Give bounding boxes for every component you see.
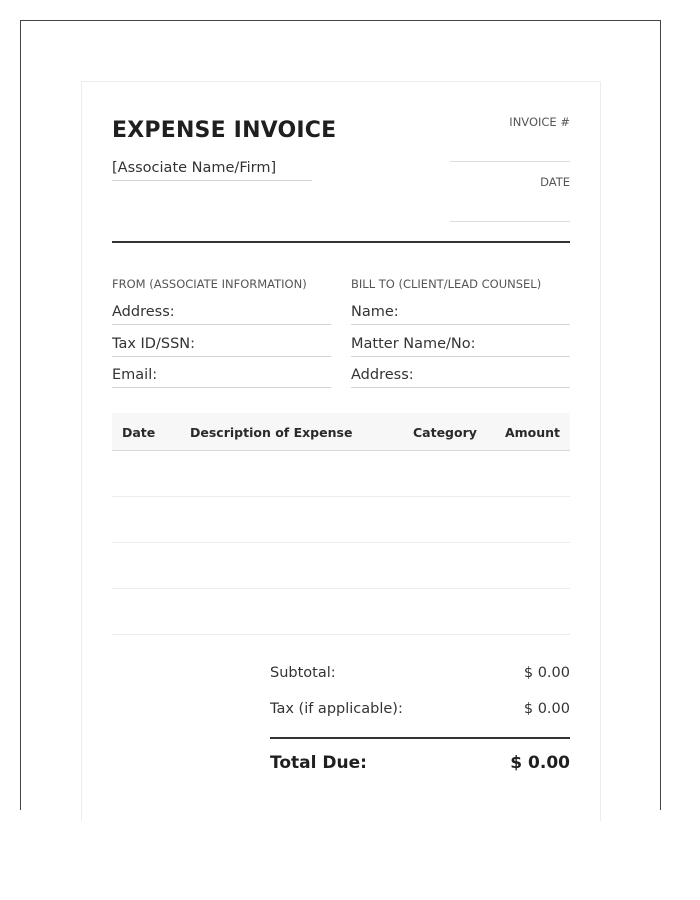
from-address-field[interactable]: Address: <box>112 303 331 325</box>
subtotal-label: Subtotal: <box>270 665 336 681</box>
tax-value: $ 0.00 <box>523 701 570 717</box>
table-row[interactable] <box>112 542 570 543</box>
date-field[interactable] <box>450 221 570 222</box>
associate-firm-field[interactable]: [Associate Name/Firm] <box>112 160 312 181</box>
column-description: Description of Expense <box>190 425 353 440</box>
totals-divider <box>270 737 570 739</box>
bill-to-address-field[interactable]: Address: <box>351 366 570 388</box>
invoice-number-field[interactable] <box>450 161 570 162</box>
total-due-label: Total Due: <box>270 753 367 773</box>
tax-label: Tax (if applicable): <box>270 701 403 717</box>
invoice-number-label: INVOICE # <box>509 115 570 129</box>
total-due-value: $ 0.00 <box>510 753 570 773</box>
column-date: Date <box>122 425 156 440</box>
column-amount: Amount <box>504 425 560 440</box>
bill-to-name-field[interactable]: Name: <box>351 303 570 325</box>
bill-to-matter-field[interactable]: Matter Name/No: <box>351 335 570 357</box>
invoice-title: EXPENSE INVOICE <box>112 118 337 143</box>
table-row[interactable] <box>112 496 570 497</box>
date-label: DATE <box>540 175 570 189</box>
table-row[interactable] <box>112 634 570 635</box>
bill-to-section-heading: BILL TO (CLIENT/LEAD COUNSEL) <box>351 277 542 291</box>
header-divider <box>112 241 570 243</box>
table-row[interactable] <box>112 588 570 589</box>
subtotal-value: $ 0.00 <box>523 665 570 681</box>
from-email-field[interactable]: Email: <box>112 366 331 388</box>
from-section-heading: FROM (ASSOCIATE INFORMATION) <box>112 277 307 291</box>
column-category: Category <box>413 425 477 440</box>
from-tax-id-field[interactable]: Tax ID/SSN: <box>112 335 331 357</box>
